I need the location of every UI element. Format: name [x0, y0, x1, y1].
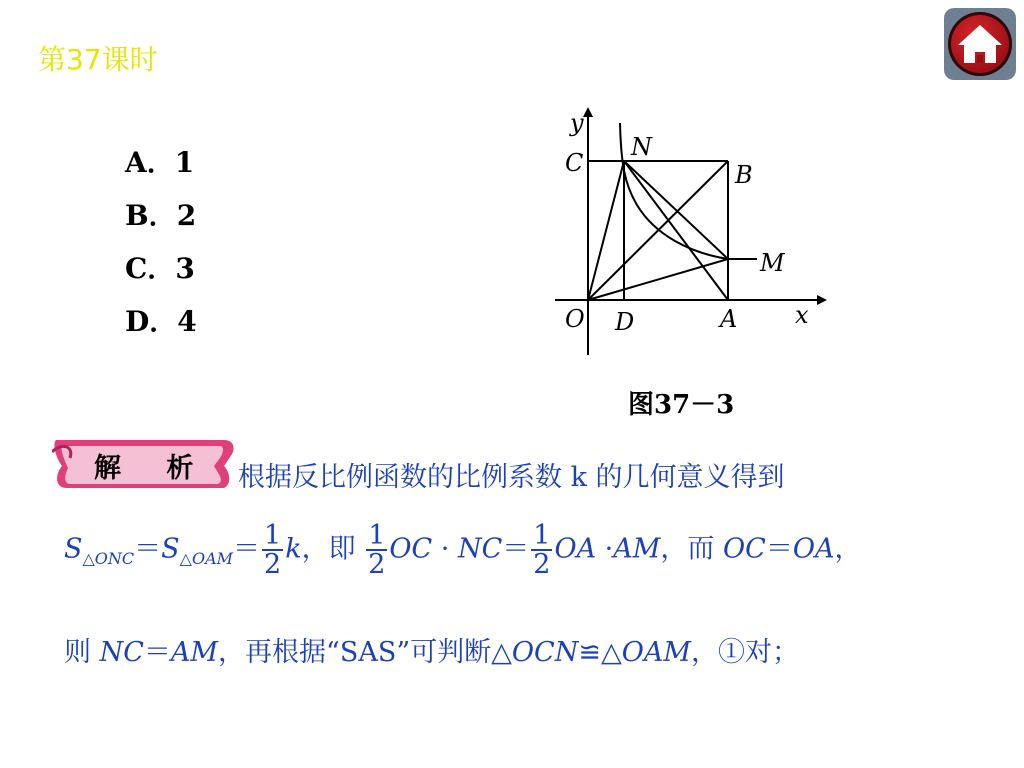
conclusion-text: ，①对；: [691, 637, 800, 668]
option-a-label: A: [125, 146, 147, 179]
label-a: A: [720, 305, 738, 333]
eq-4: ＝: [765, 533, 793, 565]
option-a[interactable]: A．1: [125, 146, 195, 179]
eq-2: ＝: [233, 533, 261, 565]
ji-text: ，即: [301, 533, 356, 565]
nc-term-3: NC: [99, 637, 144, 668]
dot-1: ·: [440, 533, 450, 565]
am-term-3: AM: [170, 637, 219, 668]
label-y: y: [570, 109, 584, 137]
eq-5: ＝: [143, 637, 171, 668]
eq-3: ＝: [502, 533, 530, 565]
option-a-value: 1: [174, 146, 195, 179]
option-d-value: 4: [177, 305, 197, 338]
option-c-label: C: [125, 252, 148, 285]
option-c[interactable]: C．3: [125, 252, 195, 285]
label-m: M: [760, 249, 785, 277]
s-onc: S: [64, 533, 83, 565]
segment-na: [624, 161, 728, 300]
congruent-symbol: ≌△: [578, 637, 622, 668]
home-button[interactable]: [944, 8, 1016, 80]
label-b: B: [735, 161, 753, 189]
sub-oam: △OAM: [179, 548, 234, 568]
y-axis-arrow: [583, 107, 593, 117]
ze-text: 则: [64, 637, 91, 668]
label-o: O: [565, 305, 585, 333]
nc-term: NC: [457, 533, 503, 565]
option-b-label: B: [125, 199, 149, 232]
x-axis-arrow: [817, 295, 827, 305]
answer-options: [125, 136, 197, 348]
s-oam: S: [161, 533, 180, 565]
label-d: D: [615, 308, 635, 336]
option-b-value: 2: [176, 199, 197, 232]
comma: ，: [834, 533, 862, 565]
er-text: ，而: [660, 533, 715, 565]
label-x: x: [795, 301, 809, 329]
segment-on: [588, 161, 624, 300]
dot-2: ·: [604, 533, 614, 565]
geometry-figure: [545, 105, 835, 365]
analysis-line-2: [64, 522, 861, 578]
fraction-half-1: $\frac{1}{2}$: [264, 520, 282, 580]
k-var: k: [285, 533, 302, 565]
oa-term: OA: [554, 533, 597, 565]
option-d[interactable]: D．4: [125, 305, 197, 338]
ocn-term: OCN: [511, 637, 579, 668]
figure-caption: 图37－3: [628, 390, 735, 420]
fraction-half-3: $\frac{1}{2}$: [533, 520, 551, 580]
analysis-badge-label: 解 析: [94, 453, 212, 484]
option-d-label: D: [125, 305, 150, 338]
option-b[interactable]: B．2: [125, 199, 197, 232]
eq-1: ＝: [134, 533, 162, 565]
sub-onc: △ONC: [82, 548, 135, 568]
lesson-title: 第37课时: [38, 43, 158, 76]
oam-term: OAM: [621, 637, 692, 668]
label-n: N: [631, 133, 652, 161]
sas-text: ，再根据“SAS”可判断△: [218, 637, 512, 668]
analysis-line-1: 根据反比例函数的比例系数 k 的几何意义得到: [238, 462, 785, 493]
oa-term-2: OA: [792, 533, 835, 565]
fraction-half-2: $\frac{1}{2}$: [368, 520, 386, 580]
home-icon: [944, 8, 1016, 80]
am-term: AM: [613, 533, 661, 565]
label-c: C: [565, 149, 584, 177]
option-c-value: 3: [175, 252, 195, 285]
analysis-line-3: [64, 630, 799, 669]
oc-term: OC: [389, 533, 433, 565]
oc-term-2: OC: [723, 533, 766, 565]
